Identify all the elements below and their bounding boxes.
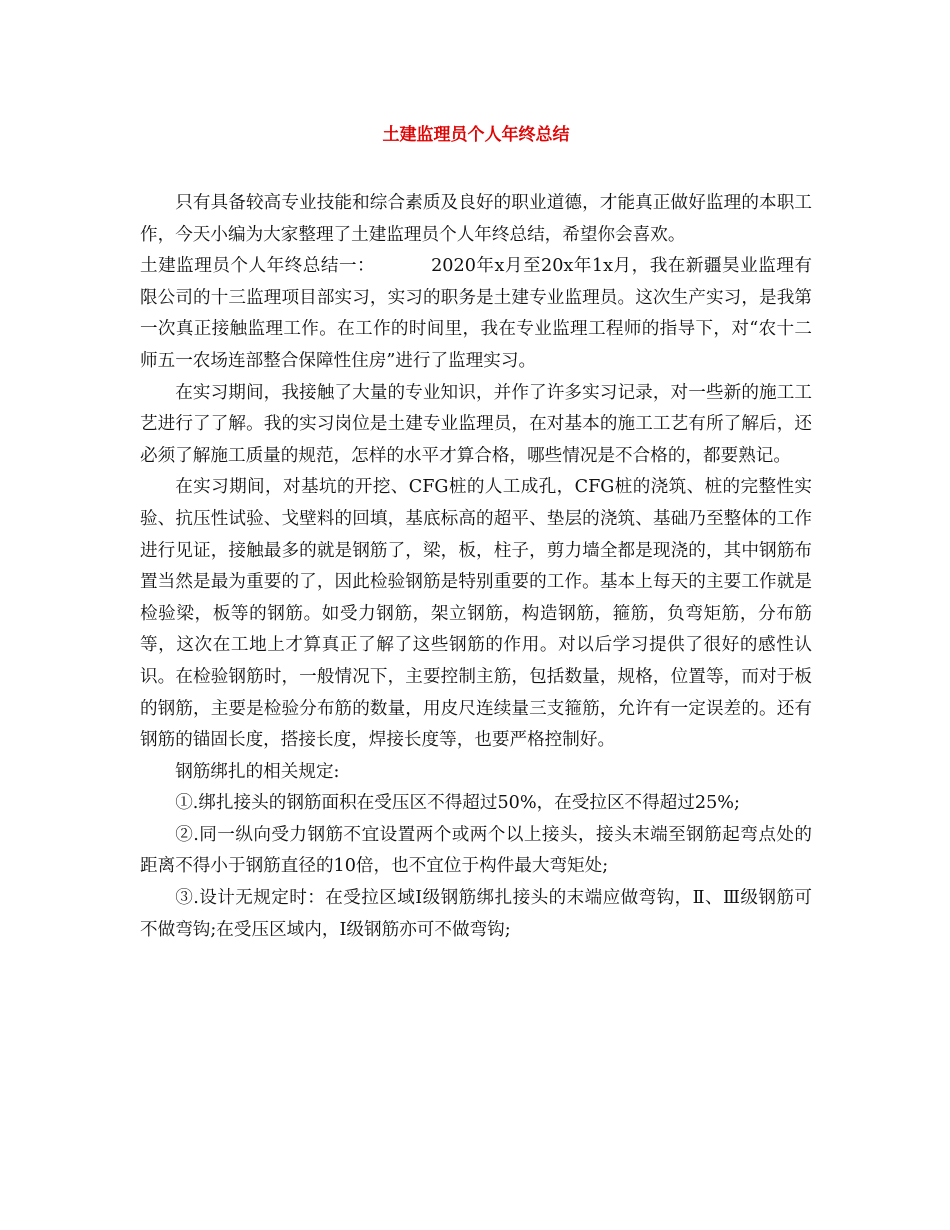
document-body <box>140 188 812 946</box>
document-title: 土建监理员个人年终总结 <box>382 125 570 145</box>
section-one-heading: 土建监理员个人年终总结一： <box>140 256 376 277</box>
intro-paragraph: 只有具备较高专业技能和综合素质及良好的职业道德，才能真正做好监理的本职工作，今天小编为大家整理了土建监理员个人年终总结，希望你会喜欢。 <box>140 193 812 245</box>
section-one-text: 2020年x月至20x年1x月，我在新疆昊业监理有限公司的十三监理项目部实习，实习的职务是土建专业监理员。这次生产实习，是我第一次真正接触监理工作。在工作的时间里，我在专业监理工程师的指导下，对“农十二师五一农场连部整合保障性住房”进行了监理实习。 <box>140 256 812 371</box>
paragraph-internship-knowledge: 在实习期间，我接触了大量的专业知识，并作了许多实习记录，对一些新的施工工艺进行了了解。我的实习岗位是土建专业监理员，在对基本的施工工艺有所了解后，还必须了解施工质量的规范，怎样的水平才算合格，哪些情况是不合格的，都要熟记。 <box>140 382 812 466</box>
rule-item-3: ③.设计无规定时：在受拉区域Ⅰ级钢筋绑扎接头的末端应做弯钩，Ⅱ、Ⅲ级钢筋可不做弯钩;在受压区域内，Ⅰ级钢筋亦可不做弯钩; <box>140 888 812 940</box>
rule-item-2: ②.同一纵向受力钢筋不宜设置两个或两个以上接头，接头末端至钢筋起弯点处的距离不得小于钢筋直径的10倍，也不宜位于构件最大弯矩处; <box>140 824 812 877</box>
rule-item-1: ①.绑扎接头的钢筋面积在受压区不得超过50%，在受拉区不得超过25%; <box>175 793 740 814</box>
rules-heading: 钢筋绑扎的相关规定: <box>175 761 340 782</box>
paragraph-rebar-inspection: 在实习期间，对基坑的开挖、CFG桩的人工成孔，CFG桩的浇筑、桩的完整性实验、抗压性试验、戈壁料的回填，基底标高的超平、垫层的浇筑、基础乃至整体的工作进行见证，接触最多的就是钢筋了，梁，板，柱子，剪力墙全都是现浇的，其中钢筋布置当然是最为重要的了，因此检验钢筋是特别重要的工作。基本上每天的主要工作就是检验梁，板等的钢筋。如受力钢筋，架立钢筋，构造钢筋，箍筋，负弯矩筋，分布筋等，这次在工地上才算真正了解了这些钢筋的作用。对以后学习提供了很好的感性认识。在检验钢筋时，一般情况下，主要控制主筋，包括数量，规格，位置等，而对于板的钢筋，主要是检验分布筋的数量，用皮尺连续量三支箍筋，允许有一定误差的。还有钢筋的锚固长度，搭接长度，焊接长度等，也要严格控制好。 <box>140 477 812 751</box>
section-one-paragraph <box>140 251 812 377</box>
